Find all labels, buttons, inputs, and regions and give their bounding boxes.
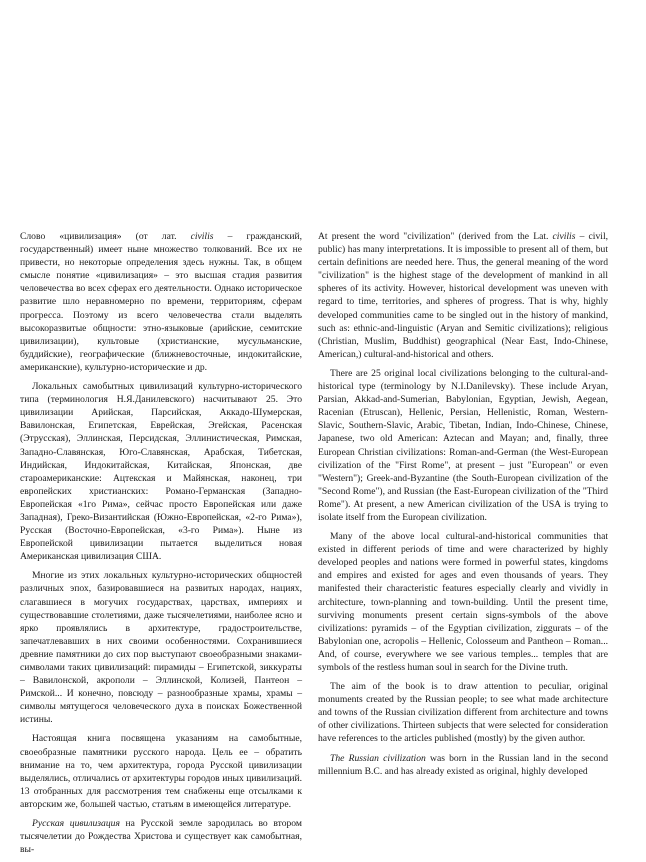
en-p1-text-a: At present the word "civilization" (derived from the Lat. [318,231,553,242]
english-text-column [318,230,608,784]
ru-paragraph-3: Многие из этих локальных культурно-исторических общностей различных эпох, базировавшиеся на развитых народах, нациях, слагавшиеся в могучих государствах, царствах, империях и существовавшие столетиями, даже тысячелетиями, наиболее ясно и ярко проявлялись в архитектуре, градостроительстве, запечатлевавших в них своими особенностями. Сохранившиеся древние памятники до сих пор выступают своеобразными знаками-символами таких цивилизаций: пирамиды – Египетской, зиккураты – Вавилонской, акрополи – Эллинской, Колизей, Пантеон – Римской... И конечно, повсюду – разнообразные храмы, храмы – символы мятущегося человеческого духа в поисках Божественной истины. [20,570,302,726]
ru-p1-latin-term: civilis [190,231,214,242]
ru-paragraph-1 [20,230,302,374]
en-p5-text: was born in the Russian land in the second millennium B.C. and has already existed as original, highly developed [318,752,608,777]
ru-paragraph-4: Настоящая книга посвящена указаниям на самобытные, своеобразные памятники русского народа. Цель ее – обратить внимание на то, чем архитектура, города Русской цивилизации выделялись, отличались от архитектуры городов иных цивилизаций. 13 отобранных для рассмотрения тем снабжены еще отсылками к авторским же, большей частью, статьям в имеющейся литературе. [20,733,302,810]
en-paragraph-4: The aim of the book is to draw attention to peculiar, original monuments created by the Russian people; to see what made architecture and towns of the Russian civilization different from architecture and towns of other civilizations. Thirteen subjects that were selected for consideration have references to the articles published (mostly) by the given author. [318,681,608,745]
en-p1-latin-term: civilis [552,231,576,242]
ru-p5-text: на Русской земле зародилась во втором тысячелетии до Рождества Христова и существует как самобытная, вы- [20,818,302,856]
ru-p1-text-a: Слово «цивилизация» (от лат. [20,231,191,242]
en-p5-italic-lead: The Russian civilization [330,752,426,764]
ru-paragraph-5 [20,817,302,856]
en-p1-text-c: – civil, public) has many interpretations. It is impossible to present all of them, but certain definitions are needed here. Thus, the general meaning of the word "civilization" is the highest stage of the development of mankind in all spheres of its activity. However, historical development was uneven with regard to time, territories, and spheres of progress. That is why, highly developed communities came to be singled out in the history of mankind, such as: ethnic-and-linguistic (Aryan and Semitic civilizations); religious (Christian, Muslim, Buddhist) geographical (Near East, Indo-Chinese, American,) cultural-and-historical and others. [318,231,609,360]
en-paragraph-3: Many of the above local cultural-and-historical communities that existed in different periods of time and were characterized by highly developed peoples and nations were formed in powerful states, kingdoms and empires and existed for ages and even thousands of years. They manifested their characteristic features especially clearly and vividly in architecture, town-planning and town-building. Until the present time, surviving monuments present certain signs-symbols of the above civilizations: pyramids – of the Egyptian civilization, ziggurats – of the Babylonian one, acropolis – Hellenic, Colosseum and Pantheon – Roman... And, of course, everywhere we see various temples... temples that are symbols of the restless human soul in search for the Divine truth. [318,531,608,673]
en-paragraph-5 [318,752,608,778]
ru-p1-text-c: – гражданский, государственный) имеет ныне множество толкований. Все их не привести, но некоторые определения здесь нужны. Так, в общем смысле понятие «цивилизация» – это высшая стадия развития человечества во всех сферах его деятельности. Однако историческое развитие шло неравномерно по времени, территориям, сферам прогресса. Поэтому из всего человечества стали выделять высокоразвитые общности: этно-языковые (арийские, семитские цивилизации), культовые (христианские, мусульманские, буддийские), географические (ближневосточные, индокитайские, американские), культурно-исторические и др. [20,231,302,373]
en-paragraph-1 [318,230,608,361]
en-paragraph-2: There are 25 original local civilizations belonging to the cultural-and-historical type (terminology by N.I.Danilevsky). These include Aryan, Parsian, Akkad-and-Sumerian, Babylonian, Egyptian, Jewish, Aegean, Racenian (Etruscan), Hellenic, Persian, Hellenistic, Roman, Western-Slavic, Southern-Slavic, Arabic, Tibetan, Indian, Indo-Chinese, Chinese, Japanese, two old American: Aztecan and Mayan; and, finally, three European Christian civilizations: Roman-and-German (the West-European civilization of the "First Rome", at present – just "European" or even "Western"); Greek-and-Byzantine (the South-European civilization of the "Second Rome"), and Russian (the East-European civilization of the "Third Rome"). At present, a new American civilization of the USA is trying to isolate itself from the European civilization. [318,367,608,523]
ru-paragraph-2: Локальных самобытных цивилизаций культурно-исторического типа (терминология Н.Я.Данилевского) насчитывают 25. Это цивилизации Арийская, Парсийская, Аккадо-Шумерская, Вавилонская, Египетская, Еврейская, Эгейская, Расенская (Этрусская), Эллинская, Персидская, Эллинистическая, Римская, Западно-Славянская, Юго-Славянская, Арабская, Тибетская, Индийская, Индокитайская, Китайская, Японская, две староамериканские: Ацтекская и Майянская, наконец, три европейских христианских: Романо-Германская (Западно-Европейская «1го Рима», сейчас просто Европейская или даже Западная), Греко-Византийская (Южно-Европейская, «2-го Рима»), Русская (Восточно-Европейская, «3-го Рима»). Ныне из Европейской цивилизации пытается выделиться новая Американская цивилизация США. [20,381,302,563]
russian-text-column [20,230,302,862]
ru-p5-italic-lead: Русская цивилизация [32,818,120,830]
